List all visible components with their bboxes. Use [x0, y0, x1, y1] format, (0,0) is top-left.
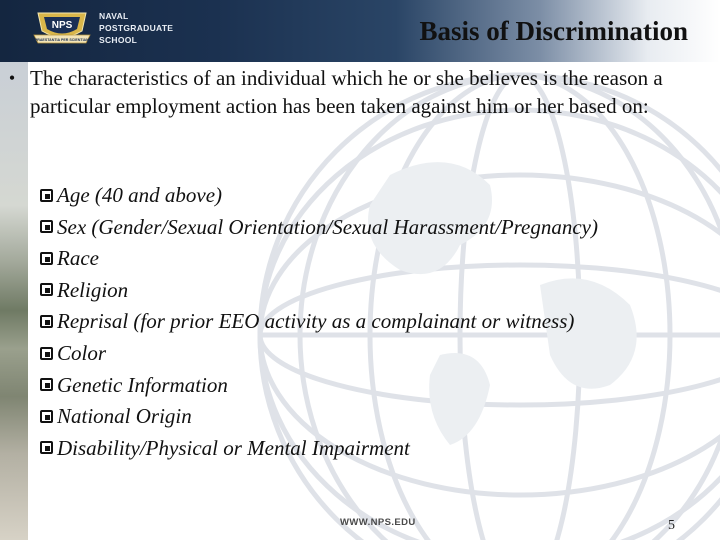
checkbox-bullet-icon	[40, 220, 53, 233]
nps-seal-icon	[32, 9, 92, 49]
discrimination-basis-list	[40, 180, 598, 464]
checkbox-bullet-icon	[40, 378, 53, 391]
list-item-text: Sex (Gender/Sexual Orientation/Sexual Harassment/Pregnancy)	[57, 214, 598, 239]
checkbox-bullet-icon	[40, 441, 53, 454]
list-item-text: Age (40 and above)	[57, 183, 223, 207]
logo-wordmark	[99, 10, 173, 46]
checkbox-bullet-icon	[40, 252, 53, 265]
intro-paragraph	[8, 64, 720, 120]
checkbox-bullet-icon	[40, 410, 53, 423]
list-item-text: Reprisal (for prior EEO activity as a complainant or witness)	[57, 309, 575, 334]
list-item	[40, 433, 598, 465]
footer-url[interactable]: WWW.NPS.EDU	[340, 517, 416, 528]
campus-photo-strip	[0, 62, 28, 540]
bullet-icon: •	[8, 68, 16, 88]
seal-banner: PRAESTANTIA PER SCIENTIAM	[34, 38, 90, 42]
list-item	[40, 212, 598, 244]
list-item	[40, 180, 598, 212]
list-item-text: National Origin	[57, 404, 192, 429]
nps-logo	[22, 6, 182, 56]
list-item-text: Religion	[57, 277, 129, 302]
logo-line-2: POSTGRADUATE	[99, 23, 174, 33]
list-item	[40, 338, 598, 370]
logo-line-3: SCHOOL	[99, 35, 138, 45]
checkbox-bullet-icon	[40, 347, 53, 360]
list-item-text: Genetic Information	[57, 372, 228, 397]
list-item	[40, 306, 598, 338]
logo-line-1: NAVAL	[99, 11, 129, 21]
checkbox-bullet-icon	[40, 315, 53, 328]
list-item-text: Disability/Physical or Mental Impairment	[57, 435, 410, 460]
intro-text: The characteristics of an individual which he or she believes is the reason a particular employment action has been taken against him or her based on:	[30, 66, 663, 118]
list-item	[40, 275, 598, 307]
list-item	[40, 401, 598, 433]
list-item	[40, 370, 598, 402]
seal-initials: NPS	[51, 20, 73, 31]
list-item	[40, 243, 598, 275]
list-item-text: Color	[57, 340, 107, 365]
page-number: 5	[668, 518, 675, 533]
list-item-text: Race	[57, 246, 99, 271]
checkbox-bullet-icon	[40, 189, 53, 202]
checkbox-bullet-icon	[40, 283, 53, 296]
slide-title: Basis of Discrimination	[419, 16, 688, 46]
